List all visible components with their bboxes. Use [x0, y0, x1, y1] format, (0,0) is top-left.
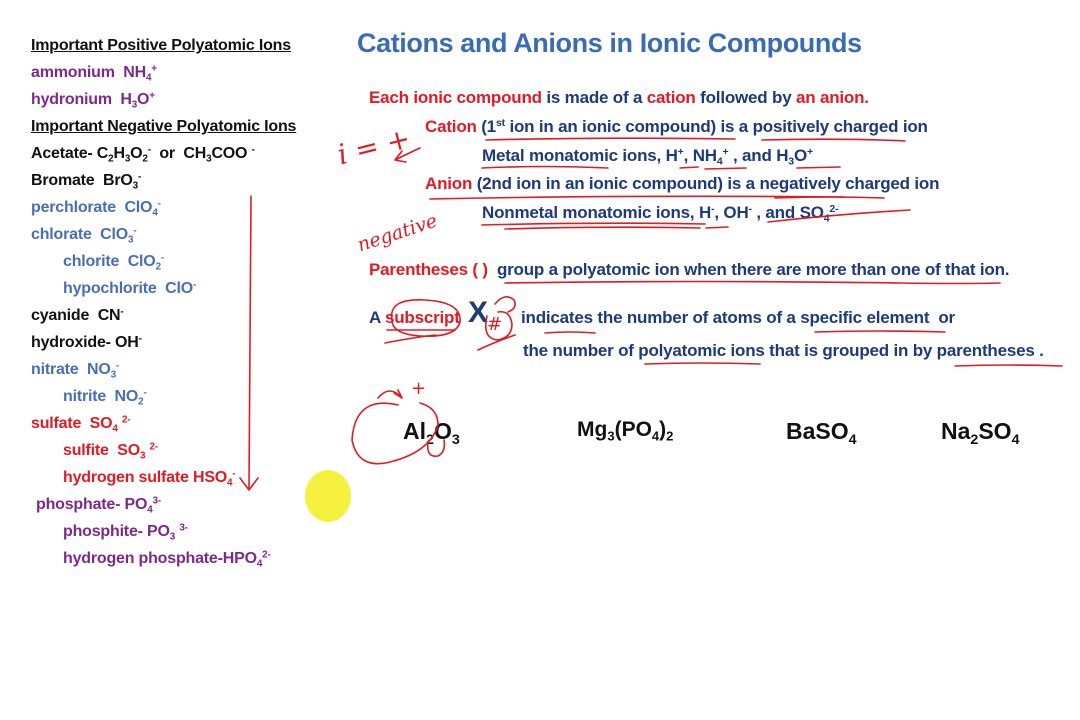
- hook-x: [495, 297, 515, 312]
- page-title: Cations and Anions in Ionic Compounds: [357, 28, 862, 58]
- subscript-rule: A subscript: [369, 308, 460, 327]
- ion-bromate: Bromate BrO$_3$-: [31, 171, 142, 192]
- left-arrow-line: [240, 196, 258, 490]
- cation-examples: Metal monatomic ions, H+, $NH_4^+$ , and $H_3O^+$: [482, 146, 813, 168]
- underline-polyatomic-ions: [645, 363, 760, 364]
- underline-hplus: [680, 167, 698, 168]
- annotation-plus: +: [411, 378, 427, 399]
- formula-mg3po42: $Mg_3(PO_4)_2$: [577, 418, 674, 444]
- formula-baso4: BaSO$_4$: [786, 418, 857, 448]
- anion-examples: Nonmetal monatomic ions, H-, OH- , and $SO_4^{2-}$: [482, 203, 839, 225]
- underline-nonmetal-2: [482, 223, 705, 225]
- ion-chlorite: chlorite ClO$_2$-: [63, 252, 164, 273]
- underline-subscript-2: [385, 335, 435, 343]
- ionic-compound-definition: Each ionic compound is made of a cation followed by an anion.: [369, 88, 869, 107]
- ion-cyanide: cyanide CN-: [31, 306, 124, 324]
- ion-acetate: Acetate- $C_2H_3O_2^-$ or $CH_3COO$ -: [31, 144, 255, 165]
- arrow-al2o3: [378, 390, 402, 398]
- underline-negatively-charged: [775, 197, 884, 198]
- cation-definition: Cation (1st ion in an ionic compound) is a positively charged ion: [425, 117, 928, 136]
- underline-h-minus: [706, 227, 728, 228]
- underline-hash: [478, 335, 515, 350]
- ion-hydrogen-phosphate: hydrogen phosphate-$HPO_4^{2-}$: [63, 549, 271, 570]
- subscript-rule-text: indicates the number of atoms of a specific element or: [521, 308, 955, 327]
- underline-parentheses: [955, 365, 1062, 366]
- annotation-hash: #: [487, 314, 503, 335]
- ion-chlorate: chlorate ClO$_3$-: [31, 225, 137, 246]
- ion-hydroxide: hydroxide- OH-: [31, 333, 142, 351]
- formula-na2so4: $Na_2SO_4$: [941, 418, 1020, 448]
- formula-al2o3: $Al_2O_3$: [403, 418, 460, 448]
- ion-nitrate: nitrate $NO_3^-$: [31, 360, 120, 381]
- ion-ammonium: ammonium $NH_4^+$: [31, 63, 157, 84]
- underline-h3o: [797, 167, 840, 168]
- positive-ions-heading: Important Positive Polyatomic Ions: [31, 37, 291, 54]
- annotation-negative: negative: [354, 209, 441, 257]
- ion-hydrogen-sulfate: hydrogen sulfate $HSO_4^-$: [63, 468, 236, 489]
- ion-hydronium: hydronium $H_3O^+$: [31, 90, 155, 111]
- subscript-x-symbol: X: [468, 296, 488, 329]
- underline-anion-definition: [430, 196, 845, 199]
- ion-sulfate: sulfate $SO_4$ $^{2-}$: [31, 414, 131, 435]
- subscript-rule-continued: the number of polyatomic ions that is grouped in by parentheses .: [523, 341, 1044, 360]
- annotation-i-equals-plus: i = +: [334, 121, 414, 172]
- ion-nitrite: nitrite $NO_2^-$: [63, 387, 147, 408]
- underline-positively-charged: [762, 139, 905, 141]
- cursor-highlight: [305, 470, 351, 522]
- underline-metal-monatomic: [482, 167, 608, 169]
- underline-number-of-atoms: [545, 332, 595, 333]
- underline-parentheses-rule: [505, 282, 1000, 284]
- underline-cation-first-ion: [486, 138, 735, 140]
- underline-nh4: [705, 168, 746, 169]
- ion-perchlorate: perchlorate ClO$_4$-: [31, 198, 161, 219]
- negative-ions-heading: Important Negative Polyatomic Ions: [31, 118, 297, 135]
- ion-hypochlorite: hypochlorite ClO-: [63, 279, 197, 297]
- parentheses-rule: Parentheses ( ) group a polyatomic ion when there are more than one of that ion.: [369, 260, 1010, 279]
- ion-phosphite: phosphite- $PO_3$ $^{3-}$: [63, 522, 188, 543]
- underline-specific-element: [815, 331, 945, 332]
- ion-phosphate: phosphate- $PO_4^{3-}$: [36, 495, 161, 516]
- underline-nonmetal-monatomic: [505, 227, 700, 229]
- ion-sulfite: sulfite $SO_3$ $^{2-}$: [63, 441, 158, 462]
- anion-definition: Anion (2nd ion in an ionic compound) is a negatively charged ion: [425, 174, 940, 193]
